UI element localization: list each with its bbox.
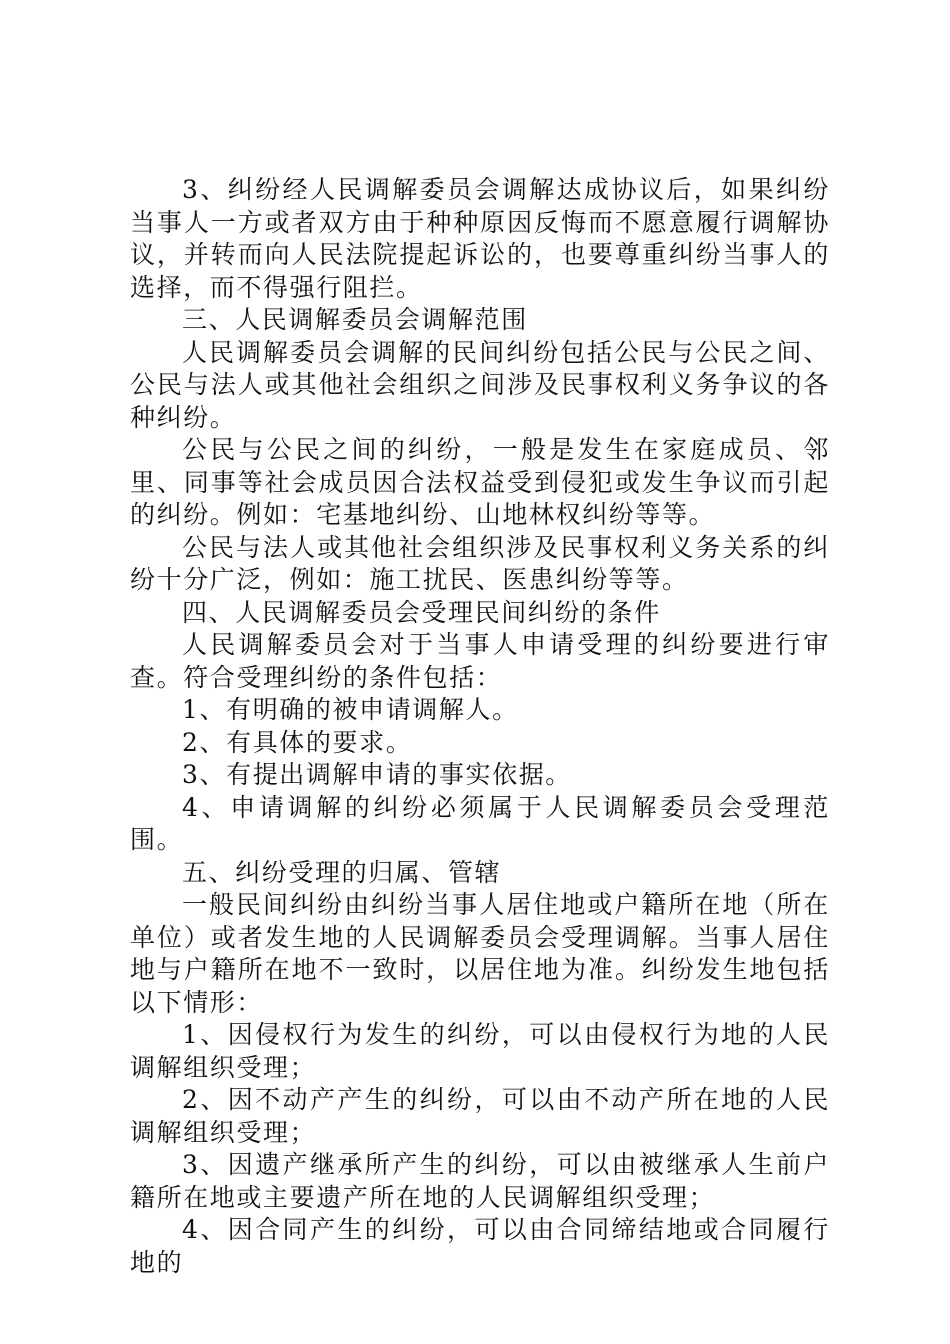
paragraph-conditions-intro: 人民调解委员会对于当事人申请受理的纠纷要进行审查。符合受理纠纷的条件包括： bbox=[130, 630, 830, 692]
paragraph-scope-intro: 人民调解委员会调解的民间纠纷包括公民与公民之间、公民与法人或其他社会组织之间涉及民事权利义务争议的各种纠纷。 bbox=[130, 337, 830, 432]
paragraph-jurisdiction-intro: 一般民间纠纷由纠纷当事人居住地或户籍所在地（所在单位）或者发生地的人民调解委员会受理调解。当事人居住地与户籍所在地不一致时，以居住地为准。纠纷发生地包括以下情形： bbox=[130, 890, 830, 1017]
list-item-condition-1: 1、有明确的被申请调解人。 bbox=[182, 695, 519, 724]
section-heading-conditions: 四、人民调解委员会受理民间纠纷的条件 bbox=[182, 597, 661, 627]
paragraph-withdrawal-note: 3、纠纷经人民调解委员会调解达成协议后，如果纠纷当事人一方或者双方由于种种原因反悔而不愿意履行调解协议，并转而向人民法院提起诉讼的，也要尊重纠纷当事人的选择，而不得强行阻拦。 bbox=[130, 175, 830, 302]
list-item-jurisdiction-1: 1、因侵权行为发生的纠纷，可以由侵权行为地的人民调解组织受理； bbox=[130, 1020, 830, 1082]
section-heading-jurisdiction: 五、纠纷受理的归属、管辖 bbox=[182, 857, 502, 887]
paragraph-citizen-disputes: 公民与公民之间的纠纷，一般是发生在家庭成员、邻里、同事等社会成员因合法权益受到侵犯或发生争议而引起的纠纷。例如：宅基地纠纷、山地林权纠纷等等。 bbox=[130, 435, 830, 529]
document-body bbox=[130, 174, 830, 1279]
paragraph-legal-person-disputes: 公民与法人或其他社会组织涉及民事权利义务关系的纠纷十分广泛，例如：施工扰民、医患纠纷等等。 bbox=[130, 532, 830, 594]
list-item-condition-2: 2、有具体的要求。 bbox=[182, 727, 413, 757]
list-item-jurisdiction-2: 2、因不动产产生的纠纷，可以由不动产所在地的人民调解组织受理； bbox=[130, 1085, 830, 1147]
list-item-jurisdiction-4: 4、因合同产生的纠纷，可以由合同缔结地或合同履行地的 bbox=[130, 1215, 830, 1277]
list-item-jurisdiction-3: 3、因遗产继承所产生的纠纷，可以由被继承人生前户籍所在地或主要遗产所在地的人民调解组织受理； bbox=[130, 1150, 830, 1212]
list-item-condition-4: 4、申请调解的纠纷必须属于人民调解委员会受理范围。 bbox=[130, 792, 830, 854]
section-heading-scope: 三、人民调解委员会调解范围 bbox=[182, 305, 528, 334]
list-item-condition-3: 3、有提出调解申请的事实依据。 bbox=[182, 760, 572, 789]
